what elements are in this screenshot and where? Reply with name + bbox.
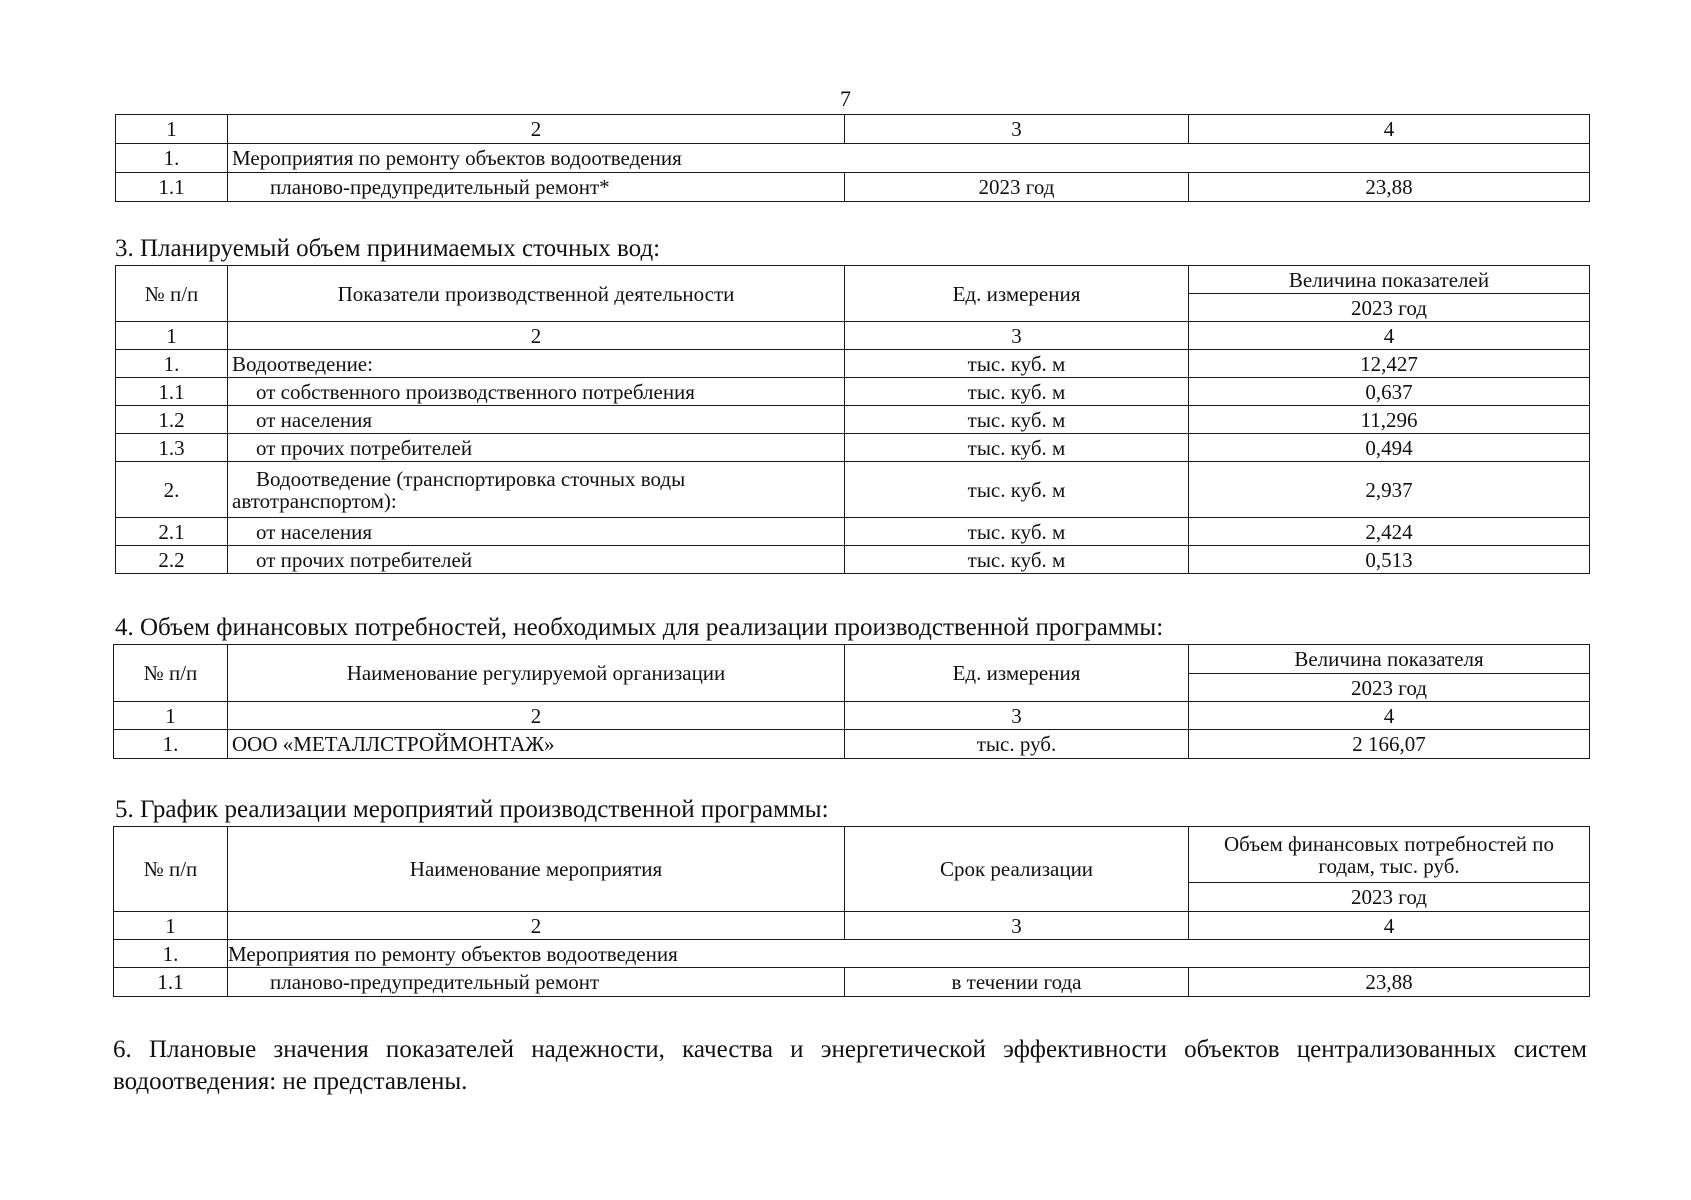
header-organization: Наименование регулируемой организации bbox=[228, 645, 845, 702]
indicator-value: 0,513 bbox=[1189, 546, 1590, 574]
page-number: 7 bbox=[840, 86, 851, 111]
indicator-unit: тыс. куб. м bbox=[845, 406, 1189, 434]
indicator-name-line-1: Водоотведение (транспортировка сточных воды bbox=[256, 466, 686, 491]
activity-value: 23,88 bbox=[1189, 173, 1590, 202]
col-num-3: 3 bbox=[845, 322, 1189, 350]
indicator-value: 0,637 bbox=[1189, 378, 1590, 406]
col-num-1: 1 bbox=[114, 702, 228, 730]
col-num-2: 2 bbox=[228, 702, 845, 730]
row-number: 2.1 bbox=[116, 518, 228, 546]
header-num: № п/п bbox=[114, 827, 228, 912]
header-value: Величина показателя bbox=[1189, 645, 1590, 674]
organization-unit: тыс. руб. bbox=[845, 730, 1189, 759]
activity-value: 23,88 bbox=[1189, 968, 1590, 997]
indicator-unit: тыс. куб. м bbox=[845, 546, 1189, 574]
row-number: 1. bbox=[116, 350, 228, 378]
financial-needs-table bbox=[113, 644, 1590, 759]
activity-group-name: Мероприятия по ремонту объектов водоотведения bbox=[228, 144, 1590, 173]
header-value bbox=[1189, 827, 1590, 883]
col-num-4: 4 bbox=[1189, 912, 1590, 940]
wastewater-volume-table bbox=[115, 265, 1590, 574]
row-number: 1.1 bbox=[116, 378, 228, 406]
header-year: 2023 год bbox=[1189, 294, 1590, 322]
table-row bbox=[116, 350, 1590, 378]
indicator-value: 2,424 bbox=[1189, 518, 1590, 546]
column-number-row bbox=[116, 115, 1590, 144]
header-value-line-1: Объем финансовых потребностей по bbox=[1224, 831, 1554, 856]
column-number-row bbox=[114, 702, 1590, 730]
indicator-name bbox=[228, 462, 845, 518]
header-year: 2023 год bbox=[1189, 674, 1590, 702]
header-year: 2023 год bbox=[1189, 883, 1590, 912]
header-row bbox=[116, 266, 1590, 294]
indicator-name: от прочих потребителей bbox=[228, 546, 845, 574]
activity-name: планово-предупредительный ремонт* bbox=[228, 173, 845, 202]
table-row bbox=[116, 546, 1590, 574]
table-row bbox=[116, 518, 1590, 546]
header-indicator: Показатели производственной деятельности bbox=[228, 266, 845, 322]
table-row bbox=[114, 968, 1590, 997]
table-row bbox=[116, 434, 1590, 462]
activities-table-continued bbox=[115, 114, 1590, 202]
header-num: № п/п bbox=[116, 266, 228, 322]
indicator-value: 11,296 bbox=[1189, 406, 1590, 434]
table-row bbox=[116, 378, 1590, 406]
col-num-2: 2 bbox=[228, 322, 845, 350]
indicator-value: 2,937 bbox=[1189, 462, 1590, 518]
col-num-3: 3 bbox=[845, 912, 1189, 940]
activity-group-name: Мероприятия по ремонту объектов водоотведения bbox=[228, 940, 1590, 968]
row-number: 1. bbox=[114, 940, 228, 968]
col-num-4: 4 bbox=[1189, 702, 1590, 730]
col-num-1: 1 bbox=[114, 912, 228, 940]
col-num-3: 3 bbox=[845, 702, 1189, 730]
header-value: Величина показателей bbox=[1189, 266, 1590, 294]
indicator-unit: тыс. куб. м bbox=[845, 378, 1189, 406]
header-value-line-2: годам, тыс. руб. bbox=[1318, 853, 1460, 878]
indicator-name: Водоотведение: bbox=[228, 350, 845, 378]
row-number: 1.3 bbox=[116, 434, 228, 462]
col-num-2: 2 bbox=[228, 912, 845, 940]
table-row bbox=[116, 406, 1590, 434]
indicator-name-line-2: автотранспортом): bbox=[232, 488, 397, 513]
indicator-value: 0,494 bbox=[1189, 434, 1590, 462]
row-number: 2.2 bbox=[116, 546, 228, 574]
indicator-unit: тыс. куб. м bbox=[845, 434, 1189, 462]
row-number: 1. bbox=[116, 144, 228, 173]
header-period: Срок реализации bbox=[845, 827, 1189, 912]
col-num-1: 1 bbox=[116, 115, 228, 144]
table-row bbox=[114, 730, 1590, 759]
header-num: № п/п bbox=[114, 645, 228, 702]
indicator-name: от прочих потребителей bbox=[228, 434, 845, 462]
section-3-title: 3. Планируемый объем принимаемых сточных вод: bbox=[115, 235, 661, 262]
indicator-unit: тыс. куб. м bbox=[845, 462, 1189, 518]
column-number-row bbox=[114, 912, 1590, 940]
table-row bbox=[114, 940, 1590, 968]
header-activity-name: Наименование мероприятия bbox=[228, 827, 845, 912]
indicator-name: от собственного производственного потребления bbox=[228, 378, 845, 406]
col-num-2: 2 bbox=[228, 115, 845, 144]
section-6-text: 6. Плановые значения показателей надежности, качества и энергетической эффективности объектов централизованных систем водоотведения: не представлены. bbox=[113, 1036, 1587, 1095]
section-4-title: 4. Объем финансовых потребностей, необходимых для реализации производственной программы: bbox=[115, 614, 1164, 641]
activity-period: в течении года bbox=[845, 968, 1189, 997]
indicator-name: от населения bbox=[228, 518, 845, 546]
indicator-value: 12,427 bbox=[1189, 350, 1590, 378]
row-number: 1.1 bbox=[114, 968, 228, 997]
header-row bbox=[114, 827, 1590, 883]
table-row bbox=[116, 144, 1590, 173]
row-number: 1.2 bbox=[116, 406, 228, 434]
row-number: 1. bbox=[114, 730, 228, 759]
col-num-3: 3 bbox=[845, 115, 1189, 144]
indicator-unit: тыс. куб. м bbox=[845, 350, 1189, 378]
row-number: 2. bbox=[116, 462, 228, 518]
row-number: 1.1 bbox=[116, 173, 228, 202]
table-row bbox=[116, 173, 1590, 202]
table-row bbox=[116, 462, 1590, 518]
activity-period: 2023 год bbox=[845, 173, 1189, 202]
header-unit: Ед. измерения bbox=[845, 266, 1189, 322]
implementation-schedule-table bbox=[113, 826, 1590, 997]
section-5-title: 5. График реализации мероприятий производственной программы: bbox=[115, 796, 829, 823]
col-num-1: 1 bbox=[116, 322, 228, 350]
organization-value: 2 166,07 bbox=[1189, 730, 1590, 759]
activity-name: планово-предупредительный ремонт bbox=[228, 968, 845, 997]
indicator-name: от населения bbox=[228, 406, 845, 434]
col-num-4: 4 bbox=[1189, 115, 1590, 144]
col-num-4: 4 bbox=[1189, 322, 1590, 350]
header-row bbox=[114, 645, 1590, 674]
column-number-row bbox=[116, 322, 1590, 350]
indicator-unit: тыс. куб. м bbox=[845, 518, 1189, 546]
organization-name: ООО «МЕТАЛЛСТРОЙМОНТАЖ» bbox=[228, 730, 845, 759]
header-unit: Ед. измерения bbox=[845, 645, 1189, 702]
